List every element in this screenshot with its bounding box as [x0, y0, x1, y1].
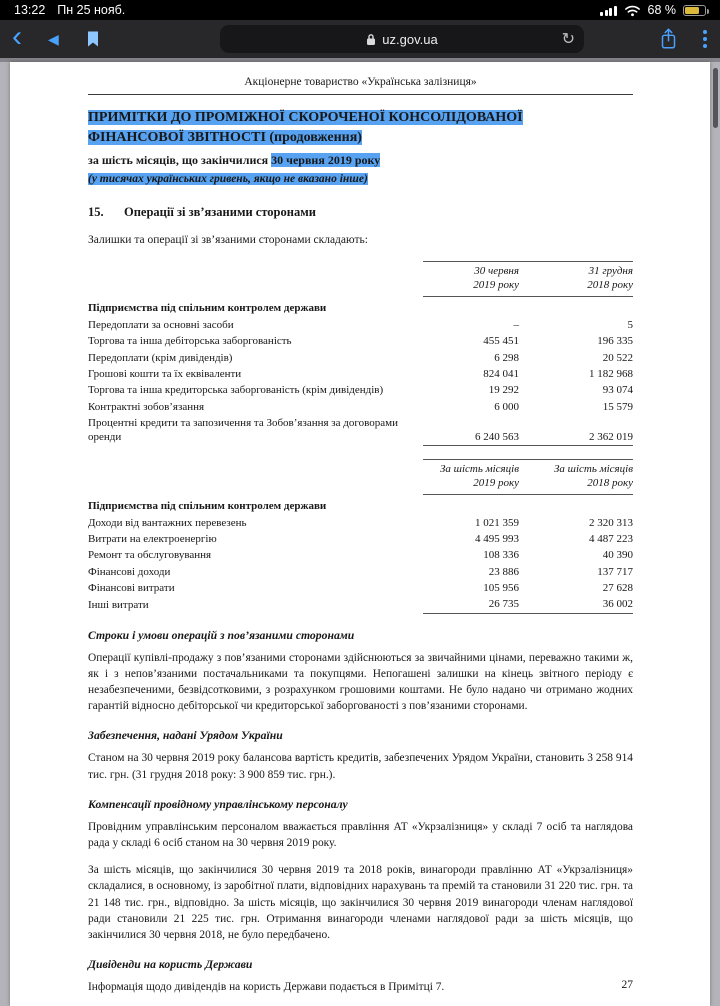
row-label: Витрати на електроенергію: [88, 533, 217, 546]
row-label: Контрактні зобов’язання: [88, 400, 205, 413]
cellular-signal-icon: [600, 5, 617, 16]
table-row: [88, 531, 633, 547]
company-name: Акціонерне товариство «Українська залізниця»: [88, 76, 633, 95]
row-value: 196 335: [597, 335, 633, 348]
row-value: 6 000: [494, 400, 519, 413]
table-row: [88, 580, 633, 596]
subsection-heading: Дивіденди на користь Держави: [88, 958, 253, 972]
battery-cap: [707, 9, 710, 14]
lock-icon: [366, 33, 376, 46]
more-menu-icon[interactable]: [702, 29, 708, 49]
table-row: [88, 415, 633, 446]
table-row: [88, 382, 633, 398]
page-number: 27: [621, 979, 633, 992]
row-value: 1 021 359: [475, 516, 519, 529]
row-label: Інші витрати: [88, 598, 149, 611]
bookmark-icon[interactable]: [85, 30, 101, 48]
column-header: За шість місяців 2019 року: [423, 459, 519, 494]
reload-icon[interactable]: ↻: [561, 31, 575, 48]
row-value: 19 292: [488, 384, 519, 397]
row-value: 20 522: [602, 351, 633, 364]
subtitle-period: 30 червня 2019 року: [271, 153, 381, 168]
toolbar-left: [12, 20, 192, 53]
status-bar: [0, 0, 720, 20]
row-label: Фінансові доходи: [88, 565, 171, 578]
table-row: [88, 564, 633, 580]
title-line-2: ФІНАНСОВОЇ ЗВІТНОСТІ (продовження): [88, 129, 362, 145]
paragraph: Інформація щодо дивідендів на користь Держави подається в Примітці 7.: [88, 981, 445, 994]
row-value: 108 336: [483, 549, 519, 562]
row-label: Торгова та інша кредиторська заборгованість (крім дивідендів): [88, 384, 384, 397]
table-group-row: [88, 296, 633, 317]
column-header: За шість місяців 2018 року: [519, 459, 633, 494]
row-value: 105 956: [483, 582, 519, 595]
paragraph: За шість місяців, що закінчилися 30 червня 2019 та 2018 років, винагороди правлінню АТ «Укрзалізниця» складалися, в основному, із заробітної плати, відповідних нарахувань та премій та становили 31 220 тис. грн. та 21 148 тис. грн., відповідно. За шість місяців, що закінчилися 30 червня 2019 винагороди членам наглядової ради становили 21 225 тис. грн. Отримання винагороди членами наглядової ради за шість місяців, що закінчилися 30 червня 2018, не було передбачено.: [88, 864, 633, 941]
battery-icon: [683, 5, 706, 16]
section-intro: Залишки та операції зі зв’язаними сторонами складають:: [88, 234, 368, 247]
table-row: [88, 333, 633, 349]
table-row: [88, 515, 633, 531]
document-title: [88, 108, 633, 147]
clock: 13:22: [14, 3, 46, 17]
subtitle-prefix: за шість місяців, що закінчилися: [88, 153, 272, 168]
table-row: [88, 547, 633, 563]
subsection-heading: Забезпечення, надані Урядом України: [88, 729, 283, 743]
back-arrow-icon[interactable]: ◀: [48, 31, 59, 47]
row-value: 36 002: [519, 596, 633, 613]
status-right: [600, 3, 706, 17]
status-date: Пн 25 нояб.: [57, 3, 126, 17]
row-value: 26 735: [423, 596, 519, 613]
row-value: 27 628: [602, 582, 633, 595]
table-row: [88, 399, 633, 415]
row-label: Доходи від вантажних перевезень: [88, 516, 247, 529]
row-value: 6 298: [494, 351, 519, 364]
paragraph: Станом на 30 червня 2019 року балансова вартість кредитів, забезпечених Урядом України, становить 3 258 914 тис. грн. (31 грудня 2018 року: 3 900 859 тис. грн.).: [88, 752, 633, 781]
row-label: Фінансові витрати: [88, 582, 175, 595]
row-value: 15 579: [602, 400, 633, 413]
status-left: [14, 3, 125, 17]
row-value: 23 886: [488, 565, 519, 578]
row-value: 1 182 968: [589, 367, 633, 380]
row-label: Передоплати за основні засоби: [88, 319, 234, 332]
balances-table: [88, 261, 633, 446]
row-value: 2 362 019: [519, 415, 633, 446]
url-text: uz.gov.ua: [382, 31, 438, 47]
group-label: Підприємства під спільним контролем держави: [88, 301, 327, 314]
toolbar-right: [612, 27, 708, 51]
row-label: Торгова та інша дебіторська заборгованість: [88, 335, 292, 348]
row-value: 824 041: [483, 367, 519, 380]
table-row: [88, 596, 633, 613]
row-value: 2 320 313: [589, 516, 633, 529]
row-value: 137 717: [597, 565, 633, 578]
row-value: 40 390: [602, 549, 633, 562]
table-header-row: [88, 459, 633, 494]
battery-fill: [685, 7, 699, 14]
row-value: 6 240 563: [423, 415, 519, 446]
column-header: 30 червня 2019 року: [423, 262, 519, 297]
browser-content: [0, 62, 720, 1006]
column-header: 31 грудня 2018 року: [519, 262, 633, 297]
battery-percent: 68 %: [647, 3, 676, 17]
document-subtitle: [88, 153, 633, 168]
row-label: Грошові кошти та їх еквіваленти: [88, 367, 242, 380]
row-value: 5: [627, 319, 633, 332]
paragraph: Операції купівлі-продажу з пов’язаними сторонами здійснюються за звичайними цінами, переважно такими ж, як і з непов’язаними постачальниками та покупцями. Непогашені залишки на кінець звітного періоду є незабезпеченими, безвідсотковими, з розрахунком грошовими коштами. Не було надано чи отримано жодних гарантій відносно дебіторської чи кредиторської заборгованості з пов’язаними сторонами.: [88, 651, 633, 713]
section-heading: [88, 205, 633, 220]
row-value: –: [513, 319, 519, 332]
operations-table: [88, 459, 633, 614]
row-value: 93 074: [602, 384, 633, 397]
document-page: [10, 62, 710, 1006]
section-title: Операції зі зв’язаними сторонами: [124, 205, 316, 220]
row-label: Процентні кредити та запозичення та Зобов’язання за договорами оренди: [88, 416, 398, 444]
subsection-heading: Компенсації провідному управлінському персоналу: [88, 797, 348, 811]
table-group-row: [88, 494, 633, 515]
group-label: Підприємства під спільним контролем держави: [88, 499, 327, 512]
row-label: Передоплати (крім дивідендів): [88, 351, 233, 364]
row-value: 4 487 223: [589, 533, 633, 546]
row-label: Ремонт та обслуговування: [88, 549, 212, 562]
share-icon[interactable]: [659, 27, 678, 51]
table-row: [88, 366, 633, 382]
scrollbar-thumb[interactable]: [713, 68, 718, 128]
back-chevron-icon[interactable]: ‹: [12, 20, 22, 53]
table-row: [88, 350, 633, 366]
table-row: [88, 317, 633, 333]
subsection-heading: Строки і умови операцій з пов’язаними сторонами: [88, 628, 355, 642]
header-spacer: [88, 459, 423, 494]
header-spacer: [88, 262, 423, 297]
row-value: 4 495 993: [475, 533, 519, 546]
row-value: 455 451: [483, 335, 519, 348]
title-line-1: ПРИМІТКИ ДО ПРОМІЖНОЇ СКОРОЧЕНОЇ КОНСОЛІДОВАНОЇ: [88, 110, 523, 125]
wifi-icon: [624, 4, 641, 17]
address-bar[interactable]: [220, 25, 584, 53]
table-header-row: [88, 262, 633, 297]
paragraph: Провідним управлінським персоналом вважається правління АТ «Укрзалізниця» у складі 7 осіб та наглядова рада у складі 6 осіб станом на 30 червня 2019 року.: [88, 820, 633, 849]
browser-toolbar: [0, 20, 720, 62]
section-number: 15.: [88, 205, 104, 220]
currency-note: (у тисячах українських гривень, якщо не вказано інше): [88, 173, 368, 186]
